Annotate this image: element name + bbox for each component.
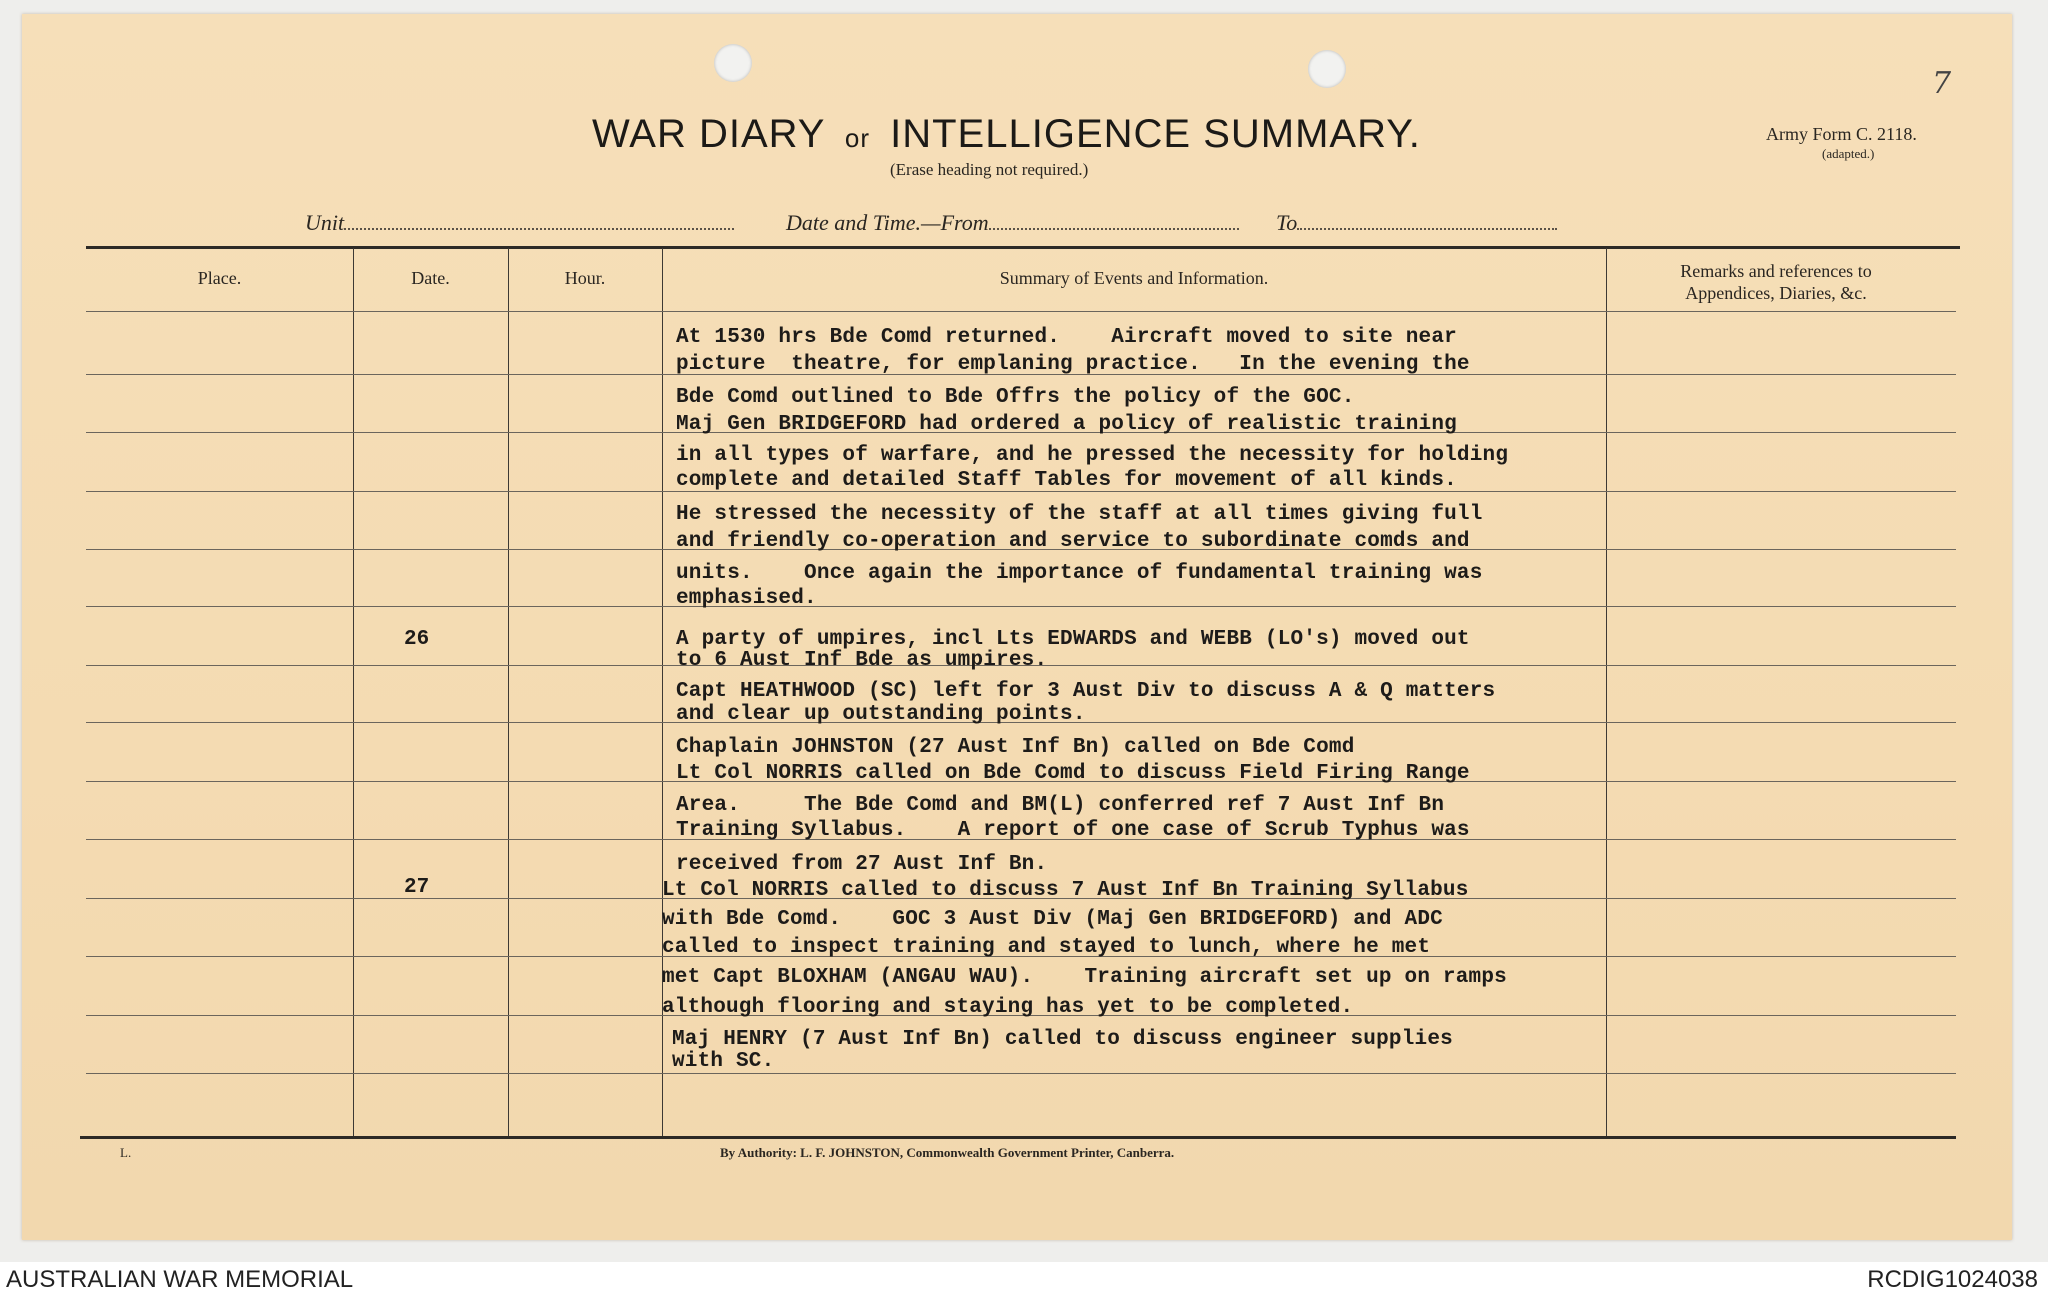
divider-date-hour: [508, 248, 509, 1136]
date-time-label: Date and Time.—From: [786, 210, 989, 235]
column-header-place: Place.: [197, 268, 242, 288]
title-or: or: [844, 123, 870, 153]
diary-line: Maj HENRY (7 Aust Inf Bn) called to discuss engineer supplies: [672, 1028, 1453, 1051]
column-header-summary: Summary of Events and Information.: [999, 268, 1269, 288]
column-header-hour: Hour.: [564, 268, 606, 288]
war-diary-sheet: [22, 14, 2012, 1240]
date-entry-26: 26: [404, 628, 430, 651]
diary-line: received from 27 Aust Inf Bn.: [676, 853, 1048, 876]
footer-form-mark: L.: [120, 1145, 132, 1160]
diary-line: in all types of warfare, and he pressed the necessity for holding: [676, 444, 1509, 467]
archive-reference-id: RCDIG1024038: [1867, 1266, 2038, 1293]
ruled-line: [86, 311, 1956, 312]
punch-hole-right: [1308, 50, 1346, 88]
form-title: [592, 112, 1421, 157]
column-header-date: Date.: [411, 268, 450, 288]
unit-blank: [344, 212, 734, 230]
page-number: 7: [1932, 66, 1952, 101]
date-to-blank: [1297, 212, 1557, 230]
diary-line: He stressed the necessity of the staff at all times giving full: [676, 503, 1483, 526]
punch-hole-left: [714, 44, 752, 82]
to-label: To: [1276, 210, 1298, 235]
date-entry-27: 27: [404, 876, 430, 899]
diary-line: Maj Gen BRIDGEFORD had ordered a policy of realistic training: [676, 413, 1457, 436]
diary-line: At 1530 hrs Bde Comd returned. Aircraft moved to site near: [676, 326, 1457, 349]
footer-printer-authority: By Authority: L. F. JOHNSTON, Commonwealth Government Printer, Canberra.: [720, 1145, 1175, 1160]
date-from-blank: [989, 212, 1239, 230]
diary-line: and friendly co-operation and service to subordinate comds and: [676, 530, 1470, 553]
army-form-adapted: (adapted.): [1822, 146, 1875, 161]
diary-line: with SC.: [672, 1050, 775, 1073]
archive-caption: AUSTRALIAN WAR MEMORIAL: [6, 1266, 354, 1293]
diary-line: picture theatre, for emplaning practice. In the evening the: [676, 353, 1470, 376]
ruled-line: [86, 606, 1956, 607]
diary-line: with Bde Comd. GOC 3 Aust Div (Maj Gen BRIDGEFORD) and ADC: [662, 908, 1443, 931]
unit-field: [305, 210, 734, 236]
table-bottom-rule: [80, 1136, 1956, 1139]
diary-line: units. Once again the importance of fundamental training was: [676, 562, 1483, 585]
diary-line: and clear up outstanding points.: [676, 703, 1086, 726]
diary-line: met Capt BLOXHAM (ANGAU WAU). Training aircraft set up on ramps: [662, 966, 1507, 989]
diary-line: although flooring and staying has yet to be completed.: [662, 996, 1354, 1019]
title-intelligence-summary: INTELLIGENCE SUMMARY.: [890, 112, 1421, 156]
unit-label: Unit: [305, 210, 345, 235]
diary-line: Capt HEATHWOOD (SC) left for 3 Aust Div to discuss A & Q matters: [676, 680, 1496, 703]
divider-summary-remarks: [1606, 248, 1607, 1136]
table-top-rule: [86, 246, 1960, 249]
diary-line: A party of umpires, incl Lts EDWARDS and WEBB (LO's) moved out: [676, 628, 1470, 651]
diary-line: Chaplain JOHNSTON (27 Aust Inf Bn) called on Bde Comd: [676, 736, 1355, 759]
army-form-number: Army Form C. 2118.: [1766, 124, 1917, 144]
date-time-field: [786, 210, 1239, 236]
diary-line: emphasised.: [676, 587, 817, 610]
diary-line: complete and detailed Staff Tables for movement of all kinds.: [676, 469, 1457, 492]
diary-line: Lt Col NORRIS called to discuss 7 Aust Inf Bn Training Syllabus: [662, 879, 1469, 902]
diary-line: Bde Comd outlined to Bde Offrs the policy of the GOC.: [676, 386, 1355, 409]
to-field: [1276, 210, 1557, 236]
diary-line: Training Syllabus. A report of one case of Scrub Typhus was: [676, 819, 1470, 842]
form-subtitle: (Erase heading not required.): [890, 160, 1089, 179]
diary-line: Area. The Bde Comd and BM(L) conferred ref 7 Aust Inf Bn: [676, 794, 1445, 817]
diary-line: Lt Col NORRIS called on Bde Comd to discuss Field Firing Range: [676, 762, 1470, 785]
remarks-header-line1: Remarks and references to: [1680, 261, 1872, 281]
title-war-diary: WAR DIARY: [592, 112, 825, 156]
diary-line: called to inspect training and stayed to lunch, where he met: [662, 936, 1431, 959]
column-header-remarks: [1606, 260, 1946, 304]
diary-line: to 6 Aust Inf Bde as umpires.: [676, 649, 1048, 672]
divider-place-date: [353, 248, 354, 1136]
remarks-header-line2: Appendices, Diaries, &c.: [1685, 283, 1867, 303]
ruled-line: [86, 1073, 1956, 1074]
